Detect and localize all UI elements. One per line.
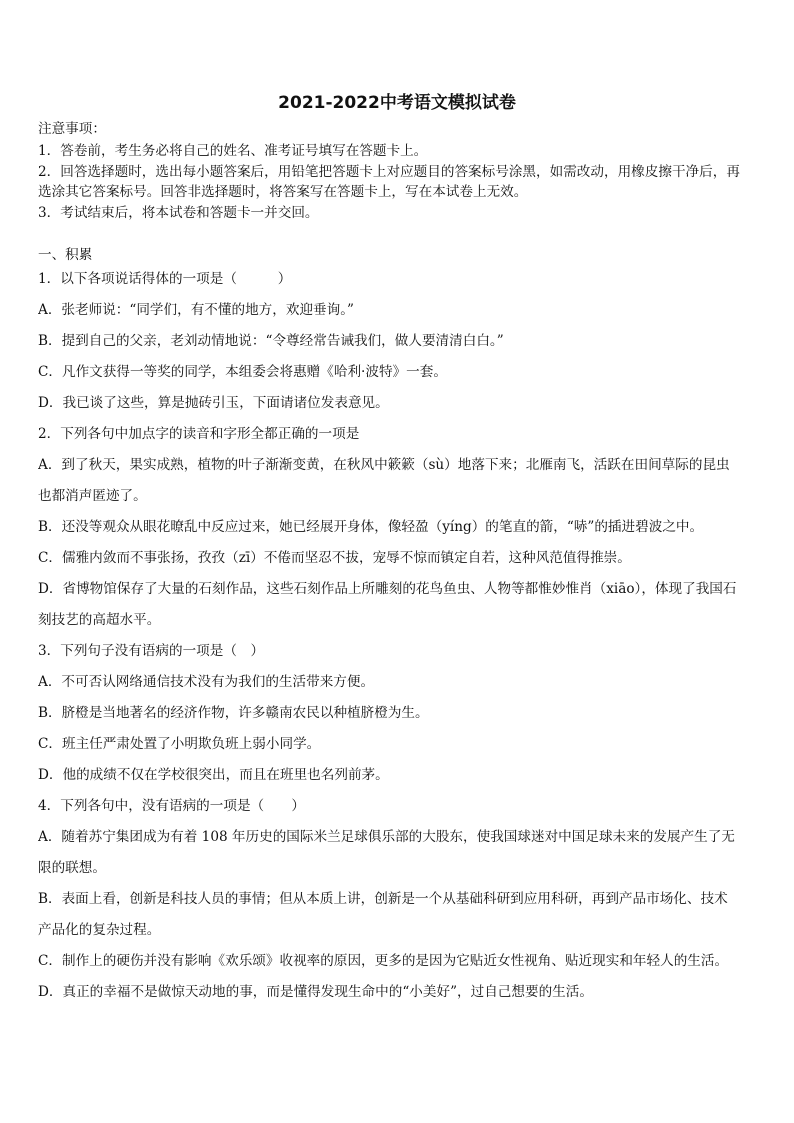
option-line: D．真正的幸福不是做惊天动地的事，而是懂得发现生命中的“小美好”，过自己想要的生活。 <box>38 984 593 1000</box>
option-line: D．他的成绩不仅在学校很突出，而且在班里也名列前茅。 <box>38 767 389 783</box>
option-line: B．还没等观众从眼花暸乱中反应过来，她已经展开身体，像轻盈（yíng）的笔直的箭，“哧”的插进碧波之中。 <box>38 519 704 535</box>
option-line: C．儒雅内敛而不事张扬，孜孜（zī）不倦而坚忍不拔，宠辱不惊而镇定自若，这种风范值得推崇。 <box>38 550 631 566</box>
option-line: C．凡作文获得一等奖的同学，本组委会将惠赠《哈利·波特》一套。 <box>38 364 447 380</box>
option-line: B．提到自己的父亲，老刘动情地说：“令尊经常告诫我们，做人要清清白白。” <box>38 333 504 349</box>
option-line: 也都消声匿迹了。 <box>38 488 147 504</box>
question-2-stem: 2．下列各句中加点字的读音和字形全都正确的一项是 <box>38 426 360 442</box>
notice-line: 3．考试结束后，将本试卷和答题卡一并交回。 <box>38 205 319 221</box>
option-line: 刻技艺的高超水平。 <box>38 612 161 628</box>
notice-heading: 注意事项： <box>38 121 106 137</box>
option-line: C．班主任严肃处置了小明欺负班上弱小同学。 <box>38 736 321 752</box>
option-line: A．随着苏宁集团成为有着 108 年历史的国际米兰足球俱乐部的大股东，使我国球迷对中国足球未来的发展产生了无 <box>38 829 735 845</box>
notice-line: 选涂其它答案标号。回答非选择题时，将答案写在答题卡上，写在本试卷上无效。 <box>38 184 528 200</box>
option-line: B．脐橙是当地著名的经济作物，许多赣南农民以种植脐橙为生。 <box>38 705 429 721</box>
option-line: C．制作上的硬伤并没有影响《欢乐颂》收视率的原因，更多的是因为它贴近女性视角、贴近现实和年轻人的生活。 <box>38 953 729 969</box>
option-line: A．不可否认网络通信技术没有为我们的生活带来方便。 <box>38 674 375 690</box>
question-1-stem: 1．以下各项说话得体的一项是（ ） <box>38 271 292 287</box>
option-line: 限的联想。 <box>38 860 106 876</box>
exam-title: 2021-2022中考语文模拟试卷 <box>278 93 516 113</box>
question-4-stem: 4．下列各句中，没有语病的一项是（ ） <box>38 798 305 814</box>
notice-line: 1．答卷前，考生务必将自己的姓名、准考证号填写在答题卡上。 <box>38 143 428 159</box>
question-body <box>38 264 760 1008</box>
option-line: A．张老师说：“同学们，有不懂的地方，欢迎垂询。” <box>38 302 354 318</box>
option-line: D．我已谈了这些，算是抛砖引玉，下面请诸位发表意见。 <box>38 395 389 411</box>
option-line: 产品化的复杂过程。 <box>38 922 161 938</box>
option-line: A．到了秋天，果实成熟，植物的叶子渐渐变黄，在秋风中簌簌（sù）地落下来；北雁南飞，活跃在田间草际的昆虫 <box>38 457 730 473</box>
question-3-stem: 3．下列句子没有语病的一项是（ ） <box>38 643 265 659</box>
option-line: D．省博物馆保存了大量的石刻作品，这些石刻作品上所雕刻的花鸟鱼虫、人物等都惟妙惟肖（xiāo），体现了我国石 <box>38 581 737 597</box>
option-line: B．表面上看，创新是科技人员的事情；但从本质上讲，创新是一个从基础科研到应用科研，再到产品市场化、技术 <box>38 891 728 907</box>
notice-line: 2．回答选择题时，选出每小题答案后，用铅笔把答题卡上对应题目的答案标号涂黑，如需改动，用橡皮擦干净后，再 <box>38 164 740 180</box>
section-heading: 一、积累 <box>38 247 93 263</box>
